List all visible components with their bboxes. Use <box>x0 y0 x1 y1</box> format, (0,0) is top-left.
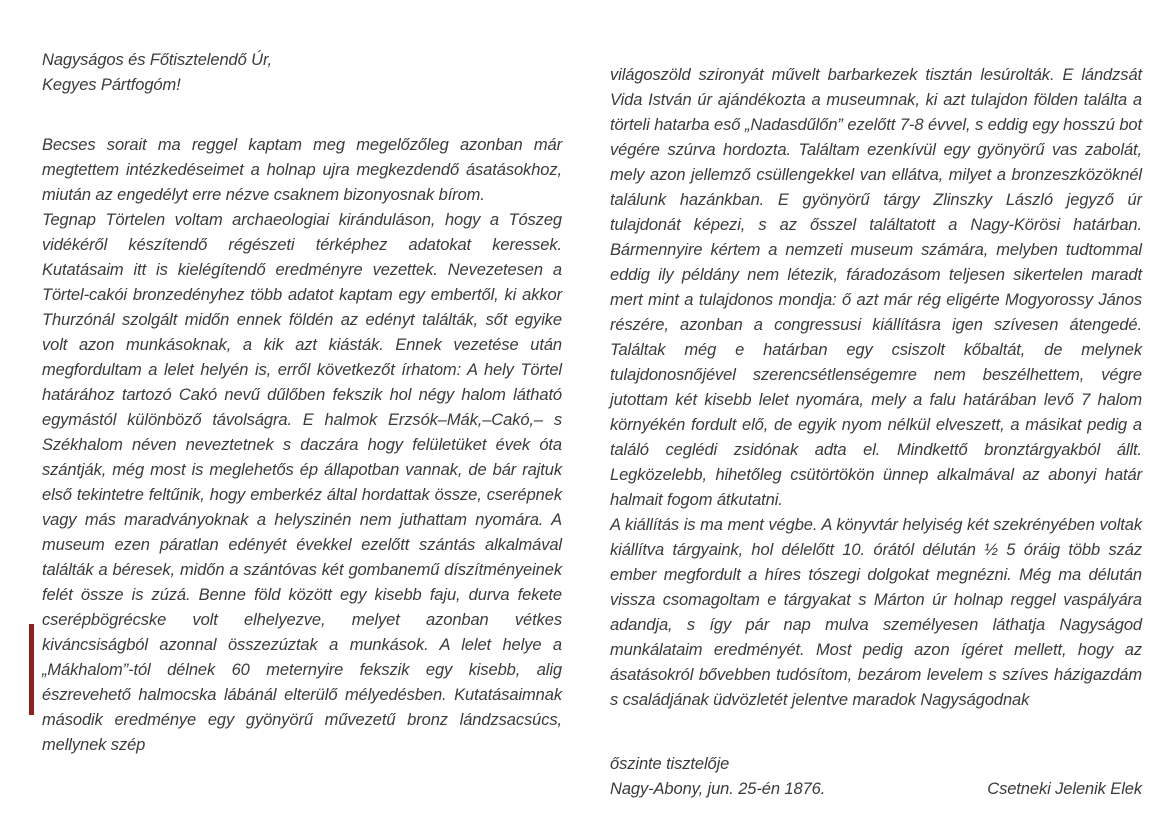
letter-paragraph-3: világoszöld szironyát művelt barbarkezek tisztán lesúrolták. E lándzsát Vida István úr ajándékozta a museumnak, ki azt tulajdon földen találta a törteli hatarba eső „Nadasdűlőn” ezelőtt 7-8 évvel, s eddig egy hosszú bot végére szúrva hordozta. Találtam ezenkívül egy gyönyörű vas zabolát, mely azon jellemző csüllengekkel van ellátva, milyet a bronzeszközöknél találunk hazánkban. E gyönyörű tárgy Zlinszky László jegyző úr tulajdonát képezi, s az ősszel találtatott a Nagy-Körösi határban. Bármennyire kértem a nemzeti museum számára, melyben tudtommal eddig ily példány nem létezik, fáradozásom teljesen sikertelen maradt mert mint a tulajdonos mondja: ő azt már rég eligérte Mogyorossy János részére, azonban a congressusi kiállításra igen szívesen átengedé. Találtak még e határban egy csiszolt kőbaltát, de melynek tulajdonosnőjével szerencsétlenségemre nem beszélhettem, végre jutottam két kisebb lelet nyomára, mely a falu határában levő 7 halom környékén fordult elő, de egyik nyom nélkül elveszett, a másikat pedig a találó ceglédi zsidónak adta el. Mindkettő bronztárgyakból állt. Legközelebb, hihetőleg csütörtökön ünnep alkalmával az abonyi határ halmait fogom átkutatni. <box>610 66 1142 509</box>
salutation-line-1: Nagyságos és Főtisztelendő Úr, <box>42 51 272 69</box>
salutation <box>42 48 562 98</box>
letter-paragraph-4: A kiállítás is ma ment végbe. A könyvtár helyiség két szekrényében voltak kiállítva tárgyaink, hol délelőtt 10. órától délután ½ 5 óráig több száz ember megfordult a híres tószegi dolgokat megnézni. Még ma délután vissza csomagoltam e tárgyakat s Márton úr holnap reggel vaspályára adandja, s így pár nap mulva személyesen láthatja Nagyságod munkálataim eredményét. Most pedig azon ígéret mellett, hogy az ásatásokról bővebben tudósítom, bezárom levelem s szíves házigazdám s családjának üdvözletét jelentve maradok Nagyságodnak <box>610 516 1142 709</box>
letter-paragraph-1: Becses sorait ma reggel kaptam meg megelőzőleg azonban már megtettem intézkedéseimet a holnap ujra megkezdendő ásatásokhoz, miután az engedélyt erre nézve csaknem bizonyosnak bírom. <box>42 136 562 204</box>
place-date: Nagy-Abony, jun. 25-én 1876. <box>610 780 826 798</box>
closing-row <box>610 777 1142 802</box>
signature: Csetneki Jelenik Elek <box>987 780 1142 798</box>
red-margin-annotation-bar <box>29 624 34 715</box>
letter-paragraph-2: Tegnap Törtelen voltam archaeologiai kiránduláson, hogy a Tószeg vidékéről készítendő régészeti térképhez adatokat keressek. Kutatásaim itt is kielégítendő eredményre vezettek. Nevezetesen a Törtel-cakói bronzedényhez több adatot kaptam egy embertől, ki akkor Thurzónál szolgált midőn ennek földén az edényt találták, sőt egyike volt azon munkásoknak, a kik azt kiásták. Ennek vezetése után megfordultam a lelet helyén is, erről következőt írhatom: A hely Törtel határához tartozó Cakó nevű dűlőben fekszik hol négy halom látható egymástól különböző távolságra. E halmok Erzsók–Mák,–Cakó,– s Székhalom néven neveztetnek s daczára hogy felületüket évek óta szántják, még most is meglehetős ép állapotban vannak, de bár rajtuk első tekintetre feltűnik, hogy emberkéz által hordattak össze, cserépnek vagy más maradványoknak a helyszinén nem juthattam nyomára. A museum ezen páratlan edényét évekkel ezelőtt szántás alkalmával találták a béresek, midőn a szántóvas két gombanemű díszítményeinek felét össze is zúzá. Benne föld között egy kisebb faju, durva fekete cserépbögrécske volt elhelyezve, melyet azonban vétkes kiváncsiságból azonnal összezúztak a munkások. A lelet helye a „Mákhalom”-tól délnek 60 meternyire fekszik egy kisebb, alig észrevehető halmocska lábánál elterülő mélyedésben. Kutatásaimnak második eredménye egy gyönyörű művezetű bronz lándzsacsúcs, mellynek szép <box>42 211 562 754</box>
right-column <box>610 63 1142 713</box>
closing-salute: őszinte tisztelője <box>610 755 730 773</box>
salutation-line-2: Kegyes Pártfogóm! <box>42 76 181 94</box>
closing-block <box>610 752 1142 802</box>
left-column <box>42 48 562 758</box>
